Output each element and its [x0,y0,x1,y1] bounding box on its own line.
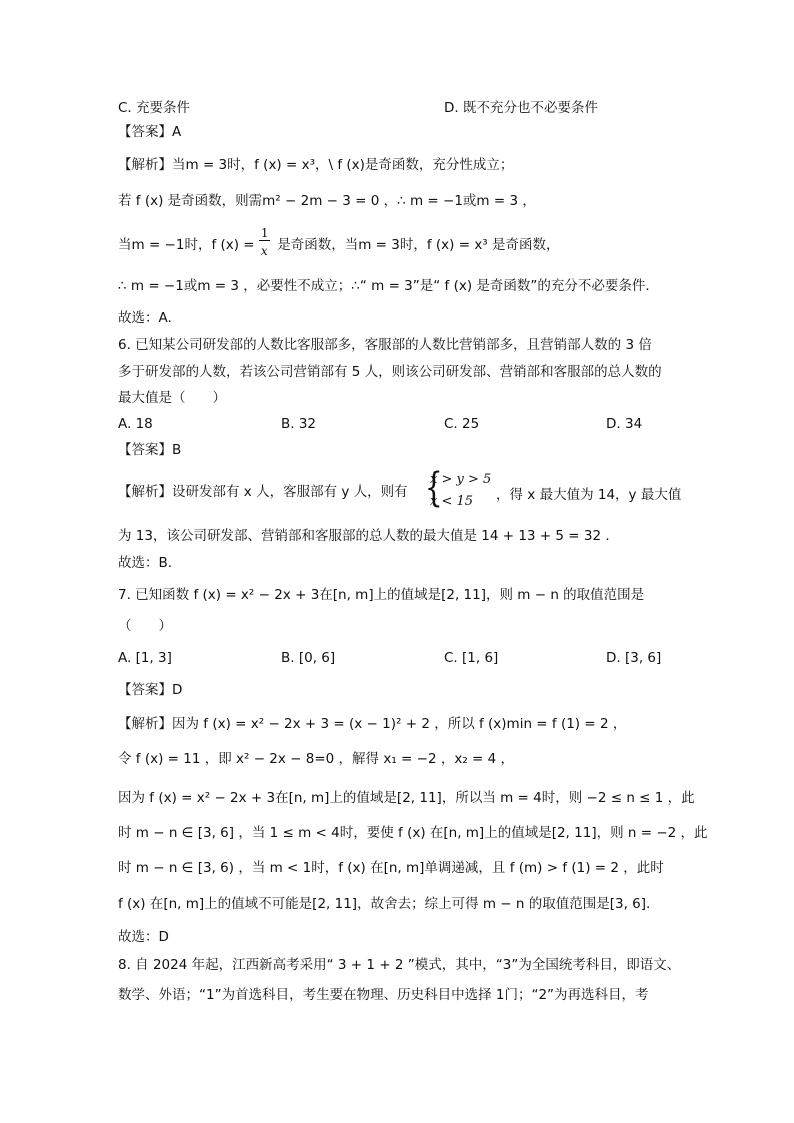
q6-stem-line-1: 6. 已知某公司研发部的人数比客服部多，客服部的人数比营销部多，且营销部人数的 3 倍 [118,337,652,353]
q6-choose: 故选：B. [118,555,173,571]
q7-analysis-line-4: 时 m − n ∈ [3, 6] ，当 1 ≤ m < 4时，要使 f (x) 在[n, m]上的值域是[2, 11]，则 n = −2 ，此 [118,825,708,841]
q5-option-d: D. 既不充分也不必要条件 [444,100,598,116]
q7-choose: 故选：D [118,929,169,945]
fraction-bar [259,240,270,241]
q6-analysis-line-2: 为 13，该公司研发部、营销部和客服部的总人数的最大值是 14 + 13 + 5 = 32 . [118,528,610,544]
q7-analysis-line-5: 时 m − n ∈ [3, 6) ，当 m < 1时，f (x) 在[n, m]单调递减，且 f (m) > f (1) = 2 ，此时 [118,860,664,876]
q7-analysis-line-1: 【解析】因为 f (x) = x² − 2x + 3 = (x − 1)² + 2 ，所以 f (x)min = f (1) = 2 ， [118,716,627,732]
q6-option-b: B. 32 [281,416,317,432]
fraction-one-over-x [259,226,273,258]
q6-answer: 【答案】B [118,442,182,458]
q7-answer: 【答案】D [118,682,183,698]
q6-analysis-line-1b: ，得 x 最大值为 14，y 最大值 [496,487,682,503]
q5-analysis-line-3 [118,226,560,258]
q5-option-c: C. 充要条件 [118,100,191,116]
q7-option-b: B. [0, 6] [281,650,336,666]
q7-option-c: C. [1, 6] [444,650,499,666]
q6-stem-line-2: 多于研发部的人数，若该公司营销部有 5 人，则该公司研发部、营销部和客服部的总人数的 [118,364,662,380]
q5-analysis-line-4: ∴ m = −1或m = 3 ，必要性不成立；∴“ m = 3”是“ f (x) 是奇函数”的充分不必要条件. [118,278,650,294]
q6-system-brace: { [424,465,443,511]
q7-stem-line-1: 7. 已知函数 f (x) = x² − 2x + 3在[n, m]上的值域是[2, 11]，则 m − n 的取值范围是 [118,587,645,603]
q5-answer: 【答案】A [118,124,182,140]
q5-analysis-line-3-part-a: 当m = −1时，f (x) = [118,237,255,253]
q5-choose: 故选：A. [118,310,172,326]
q5-analysis-line-3-part-b: 是奇函数，当m = 3时，f (x) = x³ 是奇函数， [277,237,560,253]
q7-option-a: A. [1, 3] [118,650,172,666]
fraction-numerator: 1 [260,226,269,240]
q6-analysis-line-1a: 【解析】设研发部有 x 人，客服部有 y 人，则有 [118,484,408,500]
q8-stem-line-2: 数学、外语；“1”为首选科目，考生要在物理、历史科目中选择 1门；“2”为再选科目，考 [118,987,649,1003]
q6-system-row-1: x > y > 5 [430,472,492,487]
fraction-denominator: x [260,244,268,258]
q6-option-d: D. 34 [606,416,643,432]
q6-system-row-2: x < 15 [430,494,474,509]
q5-analysis-line-1: 【解析】当m = 3时，f (x) = x³，\ f (x)是奇函数，充分性成立； [118,157,514,173]
q6-stem-line-3: 最大值是（ ） [118,390,226,406]
q6-option-c: C. 25 [444,416,480,432]
q5-analysis-line-2: 若 f (x) 是奇函数，则需m² − 2m − 3 = 0 ，∴ m = −1或m = 3 ， [118,193,536,209]
q7-stem-line-2: （ ） [118,618,172,634]
q7-analysis-line-6: f (x) 在[n, m]上的值域不可能是[2, 11]，故舍去；综上可得 m − n 的取值范围是[3, 6]. [118,896,651,912]
q7-option-d: D. [3, 6] [606,650,662,666]
q6-option-a: A. 18 [118,416,153,432]
q8-stem-line-1: 8. 自 2024 年起，江西新高考采用“ 3 + 1 + 2 ”模式，其中，“3”为全国统考科目，即语文、 [118,957,681,973]
q7-analysis-line-2: 令 f (x) = 11 ，即 x² − 2x − 8=0 ，解得 x₁ = −2 ，x₂ = 4 ， [118,751,515,767]
q7-analysis-line-3: 因为 f (x) = x² − 2x + 3在[n, m]上的值域是[2, 11]，所以当 m = 4时，则 −2 ≤ n ≤ 1 ，此 [118,790,695,806]
